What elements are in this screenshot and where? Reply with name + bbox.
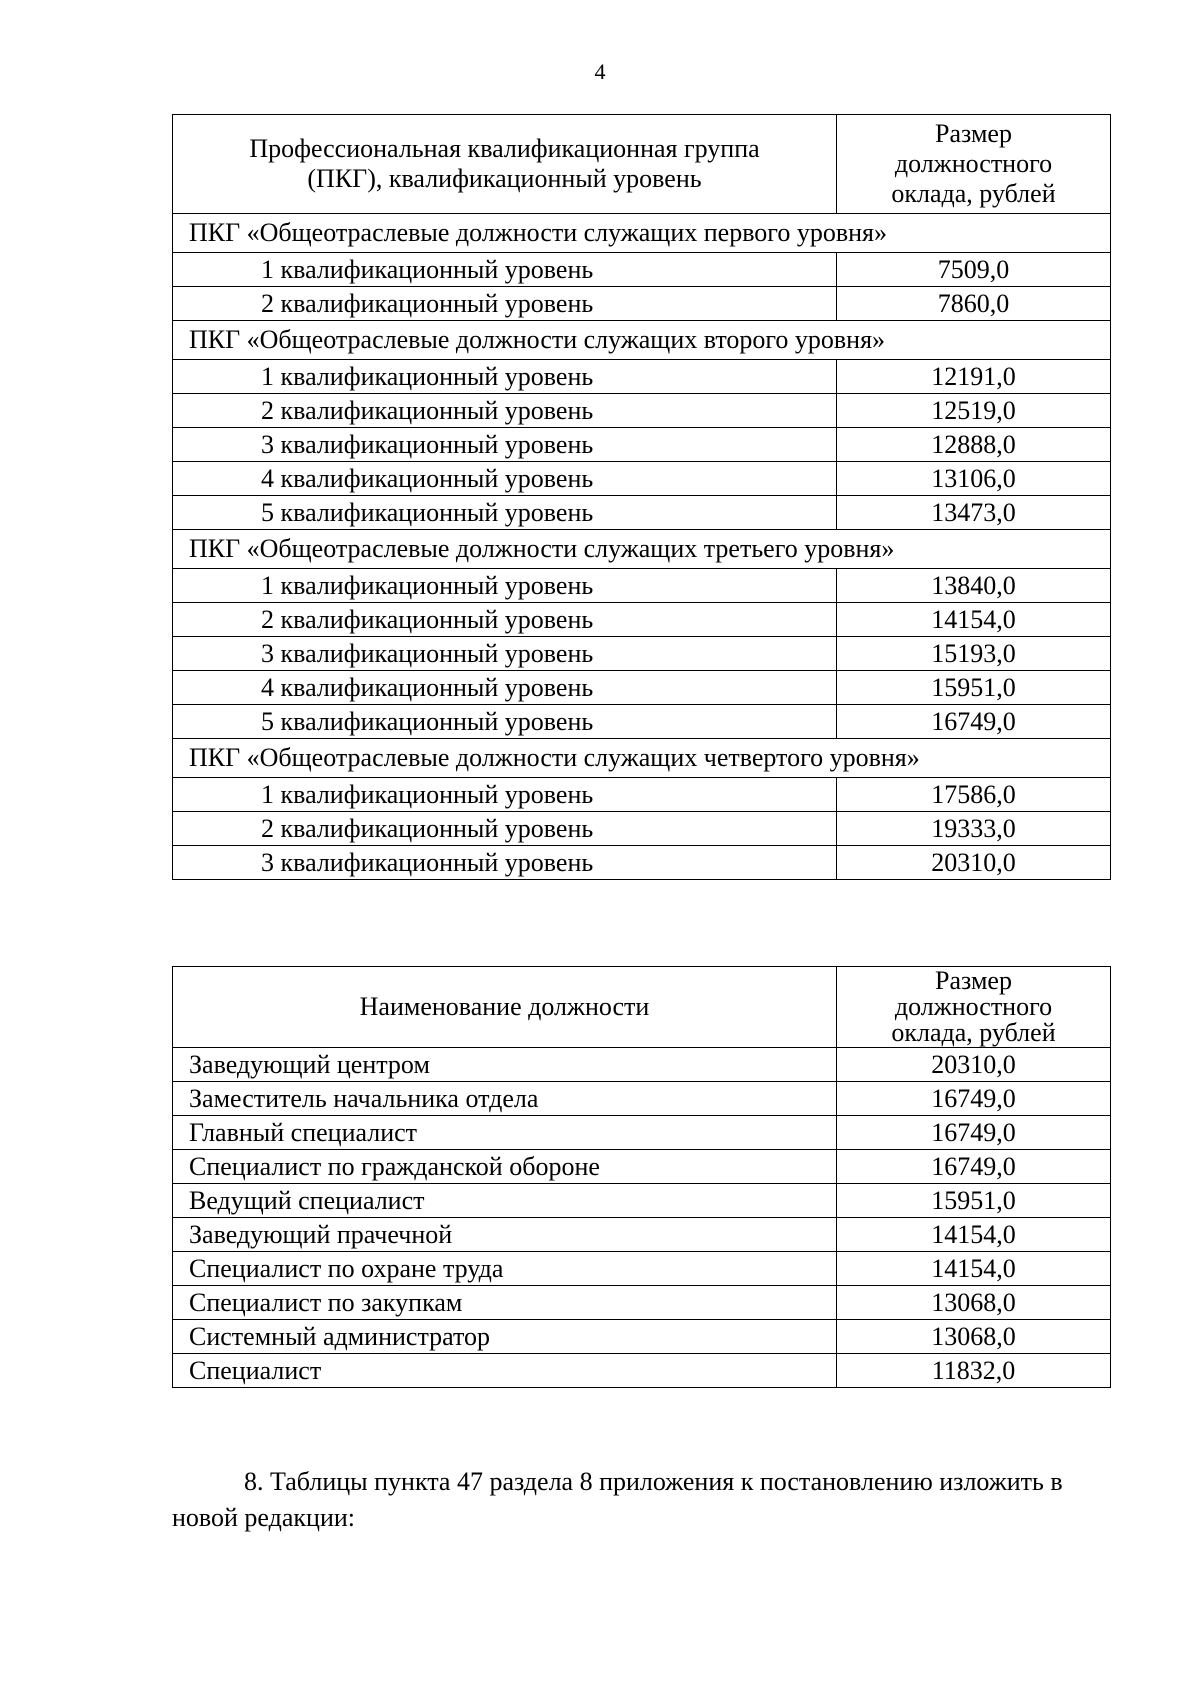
pkg-level-row xyxy=(173,253,1111,287)
pkg-level-salary: 7509,0 xyxy=(837,253,1111,287)
pkg-level-label: 2 квалификационный уровень xyxy=(173,287,837,321)
page-number: 4 xyxy=(594,59,606,84)
position-name: Специалист по охране труда xyxy=(173,1252,837,1286)
position-salary: 16749,0 xyxy=(837,1116,1111,1150)
position-salary: 13068,0 xyxy=(837,1320,1111,1354)
positions-header-salary-line2: должностного xyxy=(894,992,1053,1021)
pkg-level-row xyxy=(173,671,1111,705)
pkg-level-salary: 20310,0 xyxy=(837,846,1111,880)
pkg-group-row xyxy=(173,739,1111,778)
pkg-level-label: 2 квалификационный уровень xyxy=(173,394,837,428)
position-row xyxy=(173,1320,1111,1354)
pkg-level-label: 3 квалификационный уровень xyxy=(173,637,837,671)
pkg-group-row xyxy=(173,214,1111,253)
position-salary: 16749,0 xyxy=(837,1082,1111,1116)
pkg-level-row xyxy=(173,428,1111,462)
pkg-level-label: 4 квалификационный уровень xyxy=(173,462,837,496)
pkg-level-salary: 14154,0 xyxy=(837,603,1111,637)
position-name: Заведующий прачечной xyxy=(173,1218,837,1252)
pkg-level-label: 3 квалификационный уровень xyxy=(173,428,837,462)
pkg-group-title: ПКГ «Общеотраслевые должности служащих третьего уровня» xyxy=(173,530,1111,569)
position-name: Заместитель начальника отдела xyxy=(173,1082,837,1116)
pkg-header-salary-cell xyxy=(837,115,1111,214)
pkg-level-row xyxy=(173,603,1111,637)
pkg-group-row xyxy=(173,530,1111,569)
position-salary: 15951,0 xyxy=(837,1184,1111,1218)
amendment-paragraph: 8. Таблицы пункта 47 раздела 8 приложения к постановлению изложить в новой редакции: xyxy=(172,1467,1063,1532)
position-row xyxy=(173,1218,1111,1252)
pkg-header-salary-line1: Размер xyxy=(935,119,1012,148)
positions-salary-table xyxy=(172,966,1111,1388)
pkg-level-label: 4 квалификационный уровень xyxy=(173,671,837,705)
position-row xyxy=(173,1150,1111,1184)
pkg-level-salary: 15951,0 xyxy=(837,671,1111,705)
pkg-group-title: ПКГ «Общеотраслевые должности служащих четвертого уровня» xyxy=(173,739,1111,778)
position-row xyxy=(173,1082,1111,1116)
position-name: Системный администратор xyxy=(173,1320,837,1354)
pkg-level-salary: 12888,0 xyxy=(837,428,1111,462)
position-salary: 14154,0 xyxy=(837,1252,1111,1286)
pkg-level-salary: 16749,0 xyxy=(837,705,1111,739)
pkg-level-row xyxy=(173,496,1111,530)
pkg-level-salary: 7860,0 xyxy=(837,287,1111,321)
pkg-level-row xyxy=(173,287,1111,321)
pkg-level-row xyxy=(173,360,1111,394)
pkg-level-label: 5 квалификационный уровень xyxy=(173,705,837,739)
pkg-group-row xyxy=(173,321,1111,360)
position-row xyxy=(173,1286,1111,1320)
position-name: Специалист по гражданской обороне xyxy=(173,1150,837,1184)
pkg-level-row xyxy=(173,778,1111,812)
pkg-level-label: 3 квалификационный уровень xyxy=(173,846,837,880)
pkg-level-row xyxy=(173,637,1111,671)
pkg-level-salary: 12519,0 xyxy=(837,394,1111,428)
pkg-header-group-line2: (ПКГ), квалификационный уровень xyxy=(307,164,702,193)
pkg-level-salary: 12191,0 xyxy=(837,360,1111,394)
pkg-level-salary: 13473,0 xyxy=(837,496,1111,530)
pkg-level-row xyxy=(173,846,1111,880)
pkg-group-title: ПКГ «Общеотраслевые должности служащих первого уровня» xyxy=(173,214,1111,253)
pkg-level-salary: 19333,0 xyxy=(837,812,1111,846)
position-name: Специалист по закупкам xyxy=(173,1286,837,1320)
position-row xyxy=(173,1116,1111,1150)
pkg-level-label: 2 квалификационный уровень xyxy=(173,812,837,846)
pkg-level-salary: 17586,0 xyxy=(837,778,1111,812)
positions-header-name-cell: Наименование должности xyxy=(173,967,837,1048)
pkg-level-label: 5 квалификационный уровень xyxy=(173,496,837,530)
positions-header-salary-line1: Размер xyxy=(935,966,1012,995)
position-name: Главный специалист xyxy=(173,1116,837,1150)
positions-header-salary-line3: оклада, рублей xyxy=(891,1018,1056,1047)
positions-table-header-row xyxy=(173,967,1111,1048)
pkg-level-salary: 15193,0 xyxy=(837,637,1111,671)
position-salary: 16749,0 xyxy=(837,1150,1111,1184)
pkg-level-salary: 13840,0 xyxy=(837,569,1111,603)
pkg-header-salary-line2: должностного xyxy=(894,149,1053,178)
position-row xyxy=(173,1354,1111,1388)
positions-header-salary-cell xyxy=(837,967,1111,1048)
pkg-level-label: 2 квалификационный уровень xyxy=(173,603,837,637)
position-row xyxy=(173,1252,1111,1286)
pkg-level-label: 1 квалификационный уровень xyxy=(173,778,837,812)
position-salary: 14154,0 xyxy=(837,1218,1111,1252)
pkg-group-title: ПКГ «Общеотраслевые должности служащих второго уровня» xyxy=(173,321,1111,360)
position-name: Заведующий центром xyxy=(173,1048,837,1082)
pkg-level-label: 1 квалификационный уровень xyxy=(173,569,837,603)
position-salary: 11832,0 xyxy=(837,1354,1111,1388)
position-row xyxy=(173,1048,1111,1082)
pkg-level-row xyxy=(173,812,1111,846)
pkg-level-label: 1 квалификационный уровень xyxy=(173,253,837,287)
pkg-level-row xyxy=(173,569,1111,603)
position-name: Специалист xyxy=(173,1354,837,1388)
pkg-level-row xyxy=(173,705,1111,739)
pkg-table-header-row xyxy=(173,115,1111,214)
pkg-header-salary-line3: оклада, рублей xyxy=(891,179,1056,208)
position-salary: 13068,0 xyxy=(837,1286,1111,1320)
pkg-level-row xyxy=(173,462,1111,496)
position-name: Ведущий специалист xyxy=(173,1184,837,1218)
pkg-header-group-line1: Профессиональная квалификационная группа xyxy=(249,134,760,163)
pkg-level-row xyxy=(173,394,1111,428)
pkg-salary-table xyxy=(172,114,1111,880)
pkg-header-group-cell xyxy=(173,115,837,214)
position-row xyxy=(173,1184,1111,1218)
pkg-level-salary: 13106,0 xyxy=(837,462,1111,496)
position-salary: 20310,0 xyxy=(837,1048,1111,1082)
pkg-level-label: 1 квалификационный уровень xyxy=(173,360,837,394)
